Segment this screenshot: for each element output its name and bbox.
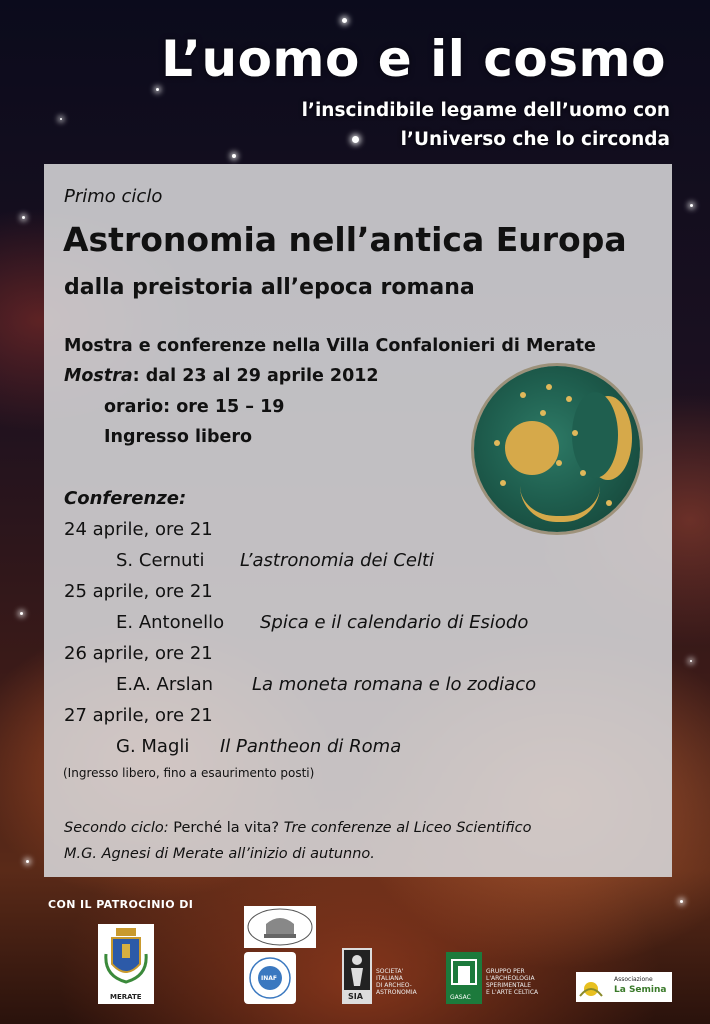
sub-title: dalla preistoria all’epoca romana <box>64 275 475 300</box>
conference-talk: La moneta romana e lo zodiaco <box>252 674 537 695</box>
star <box>20 612 23 615</box>
observatory-logo <box>244 906 316 948</box>
mostra-dates: : dal 23 al 29 aprile 2012 <box>132 366 379 386</box>
star <box>680 900 683 903</box>
sia-logo <box>342 948 372 1004</box>
second-cycle-question: Perché la vita? <box>168 820 284 836</box>
disc-star <box>580 470 586 476</box>
conference-speaker: G. Magli <box>116 736 190 757</box>
disc-star <box>520 392 526 398</box>
second-cycle-text-1: Tre conferenze al Liceo Scientifico <box>283 820 532 836</box>
conference-date: 24 aprile, ore 21 <box>64 519 213 540</box>
star <box>22 216 25 219</box>
ingresso-libero: Ingresso libero <box>104 427 252 447</box>
star <box>156 88 159 91</box>
merate-logo <box>98 924 154 1004</box>
mostra-label: Mostra <box>64 366 133 386</box>
star <box>60 118 62 120</box>
main-title: Astronomia nell’antica Europa <box>63 220 627 259</box>
gasac-logo-text: GRUPPO PER L'ARCHEOLOGIA SPERIMENTALE E L'ARTE CELTICA <box>486 968 539 996</box>
conference-speaker: S. Cernuti <box>116 550 205 571</box>
conference-date: 25 aprile, ore 21 <box>64 581 213 602</box>
conference-talk: Il Pantheon di Roma <box>220 736 402 757</box>
disc-star <box>566 396 572 402</box>
star <box>26 860 29 863</box>
gasac-logo <box>446 952 482 1004</box>
disc-star <box>540 410 546 416</box>
second-cycle-label: Secondo ciclo: <box>64 820 169 836</box>
poster-subtitle <box>302 96 670 154</box>
disc-star <box>494 440 500 446</box>
sia-figure-icon <box>342 948 372 992</box>
merate-logo-label: MERATE <box>110 993 142 1001</box>
conference-speaker: E.A. Arslan <box>116 674 214 695</box>
conference-speaker: E. Antonello <box>116 612 225 633</box>
event-line: Mostra e conferenze nella Villa Confalonieri di Merate <box>64 336 596 356</box>
inaf-logo-label: INAF <box>261 975 277 982</box>
conference-talk: L’astronomia dei Celti <box>240 550 435 571</box>
la-semina-logo <box>576 972 672 1002</box>
conference-date: 26 aprile, ore 21 <box>64 643 213 664</box>
coat-of-arms-icon <box>98 924 154 1004</box>
entry-note: (Ingresso libero, fino a esaurimento posti) <box>63 766 315 780</box>
star <box>690 660 692 662</box>
disc-star <box>572 430 578 436</box>
la-semina-line-1: Associazione <box>614 976 653 983</box>
poster-title: L’uomo e il cosmo <box>161 30 666 88</box>
disc-crescent-mask <box>572 392 618 478</box>
gasac-icon <box>446 952 482 992</box>
conference-talk: Spica e il calendario di Esiodo <box>260 612 529 633</box>
sia-logo-abbr: SIA <box>348 992 363 1001</box>
disc-star <box>606 500 612 506</box>
observatory-icon <box>244 906 316 948</box>
star <box>232 154 236 158</box>
disc-star <box>546 384 552 390</box>
subtitle-line-2: l’Universo che lo circonda <box>400 129 670 150</box>
sia-logo-text: SOCIETA' ITALIANA DI ARCHEO- ASTRONOMIA <box>376 968 417 996</box>
patrocinio-label: CON IL PATROCINIO DI <box>48 898 194 911</box>
la-semina-line-2: La Semina <box>614 985 667 995</box>
conference-date: 27 aprile, ore 21 <box>64 705 213 726</box>
star <box>342 18 347 23</box>
disc-sun <box>505 421 559 475</box>
inaf-logo <box>244 952 296 1004</box>
disc-star <box>556 460 562 466</box>
second-cycle-line-1 <box>64 820 531 836</box>
cycle-label: Primo ciclo <box>64 186 163 207</box>
sun-icon <box>576 972 606 1002</box>
disc-star <box>500 480 506 486</box>
mostra-line <box>64 366 379 386</box>
gasac-logo-abbr: GASAC <box>450 994 471 1001</box>
orario: orario: ore 15 – 19 <box>104 397 285 417</box>
star <box>690 204 693 207</box>
conferenze-label: Conferenze: <box>64 488 187 509</box>
second-cycle-text-2: M.G. Agnesi di Merate all’inizio di autunno. <box>64 846 375 862</box>
subtitle-line-1: l’inscindibile legame dell’uomo con <box>301 100 670 121</box>
